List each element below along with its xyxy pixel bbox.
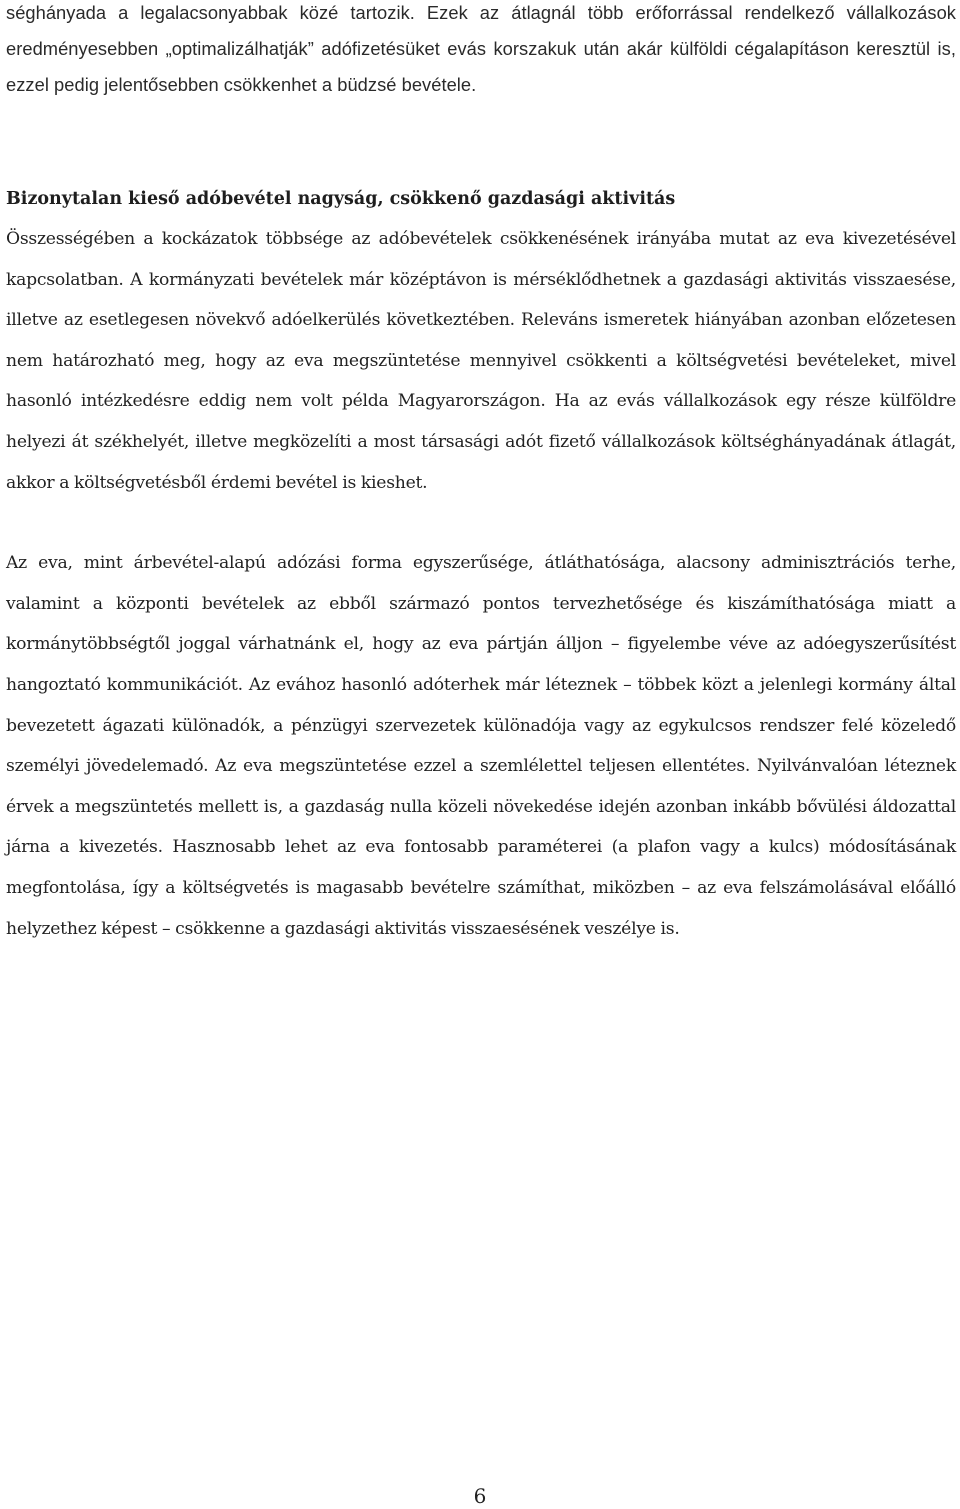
section-heading: Bizonytalan kieső adóbevétel nagyság, csökkenő gazdasági aktivitás: [6, 189, 676, 209]
page-number: 6: [473, 1484, 487, 1508]
body-paragraph-2: Az eva, mint árbevétel-alapú adózási forma egyszerűsége, átláthatósága, alacsony adminisztrációs terhe, valamint a központi bevételek az ebből származó pontos tervezhetősége és kiszámíthatósága miatt a kormánytöbbségtől joggal várhatnánk el, hogy az eva pártján álljon – figyelembe véve az adóegyszerűsítést hangoztató kommunikációt. Az evához hasonló adóterhek már léteznek – többek közt a jelenlegi kormány által bevezetett ágazati különadók, a pénzügyi szervezetek különadója vagy az egykulcsos rendszer felé közeledő személyi jövedelemadó. Az eva megszüntetése ezzel a szemlélettel teljesen ellentétes. Nyilvánvalóan léteznek érvek a megszüntetés mellett is, a gazdaság nulla közeli növekedése idején azonban inkább bővülési áldozattal járna a kivezetés. Hasznosabb lehet az eva fontosabb paraméterei (a plafon vagy a kulcs) módosításának megfontolása, így a költségvetés is magasabb bevételre számíthat, miközben – az eva felszámolásával előálló helyzethez képest – csökkenne a gazdasági aktivitás visszaesésének veszélye is.: [6, 553, 956, 939]
document-page: [6, 0, 956, 949]
intro-paragraph: séghányada a legalacsonyabbak közé tartozik. Ezek az átlagnál több erőforrással rendelkező vállalkozások eredményesebben „optimalizálhatják” adófizetésüket evás korszakuk után akár külföldi cégalapításon keresztül is, ezzel pedig jelentősebben csökkenhet a büdzsé bevétele.: [6, 2, 956, 95]
body-paragraph-1: Összességében a kockázatok többsége az adóbevételek csökkenésének irányába mutat az eva kivezetésével kapcsolatban. A kormányzati bevételek már középtávon is mérséklődhetnek a gazdasági aktivitás visszaesése, illetve az esetlegesen növekvő adóelkerülés következtében. Releváns ismeretek hiányában azonban előzetesen nem határozható meg, hogy az eva megszüntetése mennyivel csökkenti a költségvetési bevételeket, mivel hasonló intézkedésre eddig nem volt példa Magyarországon. Ha az evás vállalkozások egy része külföldre helyezi át székhelyét, illetve megközelíti a most társasági adót fizető vállalkozások költséghányadának átlagát, akkor a költségvetésből érdemi bevétel is kieshet.: [6, 229, 956, 493]
